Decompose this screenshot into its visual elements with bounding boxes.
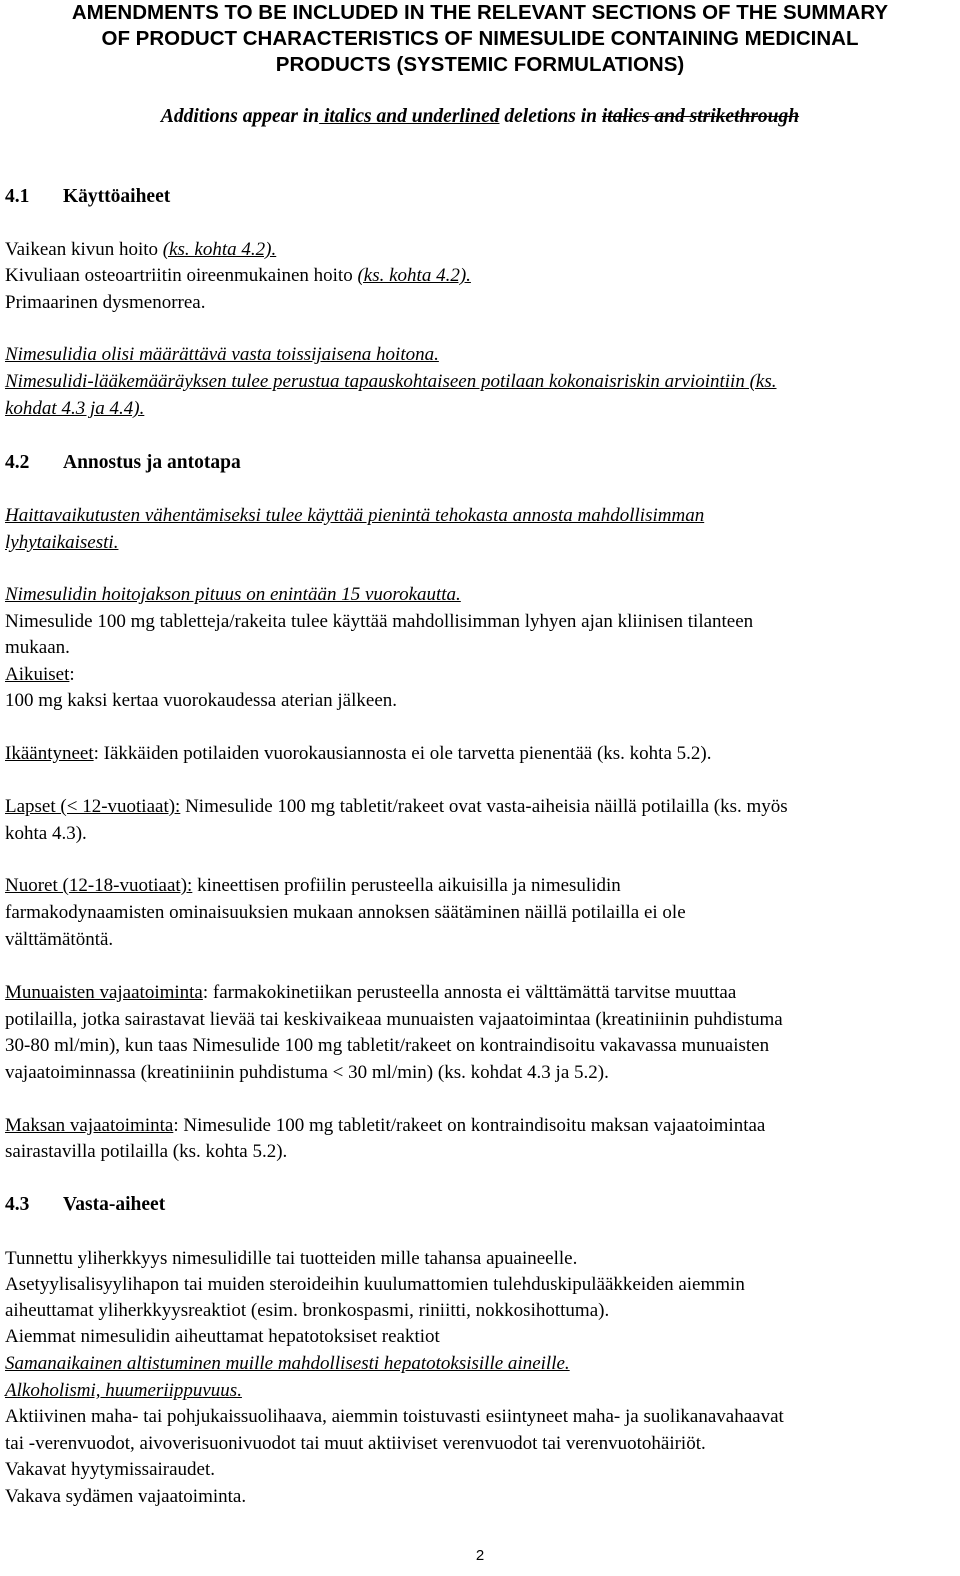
document-title bbox=[0, 0, 960, 78]
text-line: Tunnettu yliherkkyys nimesulidille tai tuotteiden mille tahansa apuaineelle. bbox=[5, 1248, 578, 1269]
text-line: Vakavat hyytymissairaudet. bbox=[5, 1459, 216, 1480]
section-heading-4-3: 4.3 Vasta-aiheet bbox=[5, 1194, 166, 1215]
text-line: Aktiivinen maha- tai pohjukaissuolihaava, aiemmin toistuvasti esiintyneet maha- ja suolikanavahaavat bbox=[5, 1406, 784, 1427]
text-line: Nuoret (12-18-vuotiaat): kineettisen profiilin perusteella aikuisilla ja nimesulidin bbox=[5, 875, 621, 896]
added-text: Alkoholismi, huumeriippuvuus. bbox=[5, 1380, 242, 1401]
text-line: 30-80 ml/min), kun taas Nimesulide 100 mg tabletit/rakeet on kontraindisoitu vakavassa munuaisten bbox=[5, 1035, 770, 1056]
added-text: kohdat 4.3 ja 4.4). bbox=[5, 398, 145, 419]
text-line: Aikuiset: bbox=[5, 664, 75, 685]
section-heading-4-1: 4.1 Käyttöaiheet bbox=[5, 186, 171, 207]
text-line: välttämätöntä. bbox=[5, 929, 114, 950]
added-text: Nimesulidin hoitojakson pituus on enintään 15 vuorokautta. bbox=[5, 584, 461, 605]
added-text: Nimesulidi-lääkemääräyksen tulee perustua tapauskohtaiseen potilaan kokonaisriskin arviointiin (ks. bbox=[5, 371, 777, 392]
section-heading-4-2: 4.2 Annostus ja antotapa bbox=[5, 452, 241, 473]
additions-example: italics and underlined bbox=[319, 106, 500, 127]
title-line: PRODUCTS (SYSTEMIC FORMULATIONS) bbox=[275, 53, 685, 76]
text-line: kohta 4.3). bbox=[5, 823, 87, 844]
added-text: lyhytaikaisesti. bbox=[5, 532, 119, 553]
title-line: AMENDMENTS TO BE INCLUDED IN THE RELEVANT SECTIONS OF THE SUMMARY bbox=[71, 1, 889, 24]
text-line: tai -verenvuodot, aivoverisuonivuodot tai muut aktiiviset verenvuodot tai verenvuotohäiriöt. bbox=[5, 1433, 706, 1454]
text-line: 100 mg kaksi kertaa vuorokaudessa aterian jälkeen. bbox=[5, 690, 397, 711]
added-text: (ks. kohta 4.2). bbox=[357, 265, 471, 286]
added-text: Nimesulidia olisi määrättävä vasta toissijaisena hoitona. bbox=[5, 344, 439, 365]
text-line: Primaarinen dysmenorrea. bbox=[5, 292, 206, 313]
text-line: vajaatoiminnassa (kreatiniinin puhdistuma < 30 ml/min) (ks. kohdat 4.3 ja 5.2). bbox=[5, 1062, 609, 1083]
text-line: Vaikean kivun hoito (ks. kohta 4.2). bbox=[5, 239, 277, 260]
amendment-legend: Additions appear in italics and underlined deletions in italics and strikethrough bbox=[160, 106, 800, 127]
text-line: sairastavilla potilailla (ks. kohta 5.2). bbox=[5, 1141, 288, 1162]
text-line: Asetyylisalisyylihapon tai muiden steroideihin kuulumattomien tulehduskipulääkkeiden aiemmin bbox=[5, 1274, 745, 1295]
text-line: Kivuliaan osteoartriitin oireenmukainen hoito (ks. kohta 4.2). bbox=[5, 265, 471, 286]
text-line: Lapset (< 12-vuotiaat): Nimesulide 100 mg tabletit/rakeet ovat vasta-aiheisia näillä potilailla (ks. myös bbox=[5, 796, 788, 817]
added-text: Haittavaikutusten vähentämiseksi tulee käyttää pienintä tehokasta annosta mahdollisimman bbox=[5, 505, 705, 526]
text-line: mukaan. bbox=[5, 637, 70, 658]
text-line: Vakava sydämen vajaatoiminta. bbox=[5, 1486, 247, 1507]
text-line: Ikääntyneet: Iäkkäiden potilaiden vuorokausiannosta ei ole tarvetta pienentää (ks. kohta 5.2). bbox=[5, 743, 712, 764]
text-line: aiheuttamat yliherkkyysreaktiot (esim. bronkospasmi, riniitti, nokkosihottuma). bbox=[5, 1300, 610, 1321]
page-number: 2 bbox=[475, 1547, 485, 1564]
text-line: Nimesulide 100 mg tabletteja/rakeita tulee käyttää mahdollisimman lyhyen ajan kliinisen tilanteen bbox=[5, 611, 754, 632]
added-text: (ks. kohta 4.2). bbox=[162, 239, 277, 260]
deletions-example: italics and strikethrough bbox=[601, 106, 800, 127]
title-line: OF PRODUCT CHARACTERISTICS OF NIMESULIDE CONTAINING MEDICINAL bbox=[101, 27, 859, 50]
text-line: Maksan vajaatoiminta: Nimesulide 100 mg tabletit/rakeet on kontraindisoitu maksan vajaatoimintaa bbox=[5, 1115, 766, 1136]
text-line: farmakodynaamisten ominaisuuksien mukaan annoksen säätäminen näillä potilailla ei ole bbox=[5, 902, 686, 923]
text-line: Munuaisten vajaatoiminta: farmakokinetiikan perusteella annosta ei välttämättä tarvitse muuttaa bbox=[5, 982, 737, 1003]
text-line: Aiemmat nimesulidin aiheuttamat hepatotoksiset reaktiot bbox=[5, 1326, 440, 1347]
text-line: potilailla, jotka sairastavat lievää tai keskivaikeaa munuaisten vajaatoimintaa (kreatiniinin puhdistuma bbox=[5, 1009, 783, 1030]
added-text: Samanaikainen altistuminen muille mahdollisesti hepatotoksisille aineille. bbox=[5, 1353, 570, 1374]
